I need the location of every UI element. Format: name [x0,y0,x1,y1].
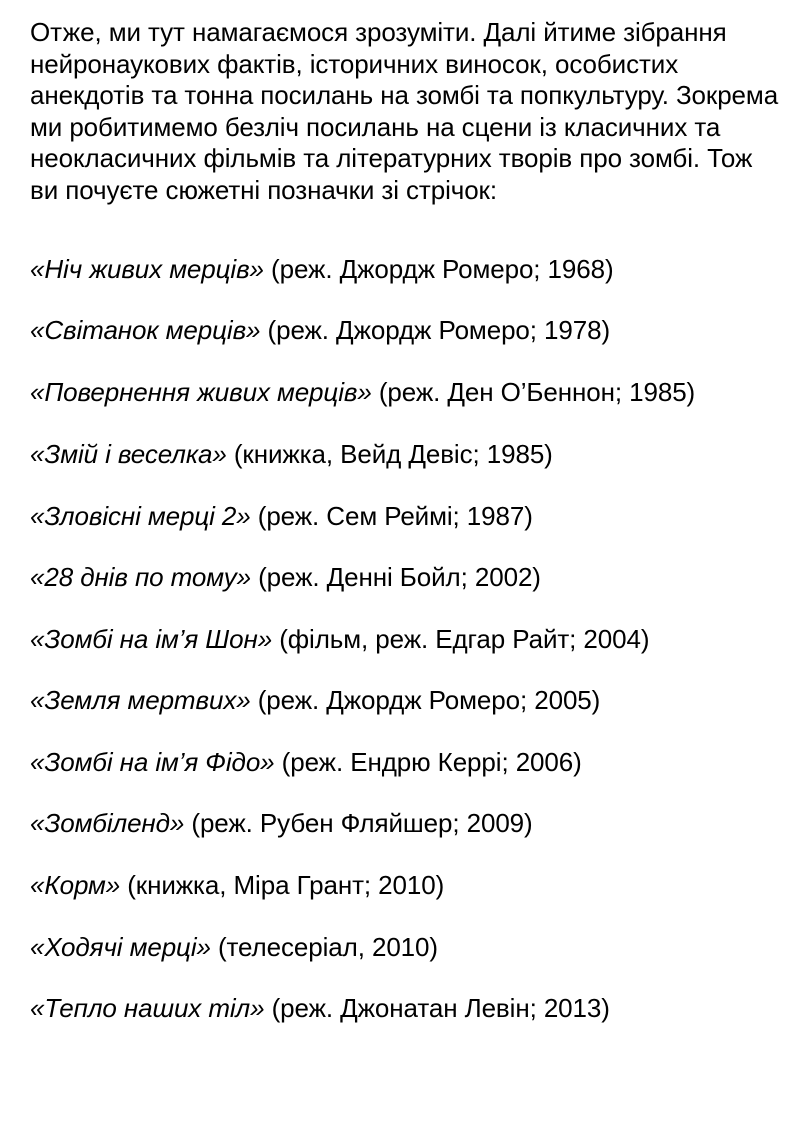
film-item [30,438,553,470]
document-page [30,17,780,1023]
film-item [30,869,444,901]
film-details: (реж. Джордж Ромеро; 2005) [257,685,601,715]
film-item [30,684,600,716]
film-title: «28 днів по тому» [30,562,251,592]
film-details: (реж. Джордж Ромеро; 1978) [267,315,611,345]
film-details: (телесеріал, 2010) [217,932,438,962]
film-title: «Корм» [30,870,121,900]
film-title: «Ніч живих мерців» [30,254,264,284]
film-item [30,376,695,408]
film-title: «Зомбі на ім’я Шон» [30,624,273,654]
film-details: (реж. Рубен Фляйшер; 2009) [191,808,533,838]
film-title: «Тепло наших тіл» [30,993,265,1023]
film-title: «Зомбі на ім’я Фідо» [30,747,275,777]
film-details: (реж. Денні Бойл; 2002) [258,562,541,592]
film-item [30,746,582,778]
film-item [30,931,438,963]
film-item [30,623,649,655]
intro-paragraph: Отже, ми тут намагаємося зрозуміти. Далі йтиме зібрання нейронаукових фактів, історичних виносок, особистих анекдотів та тонна посилань на зомбі та попкультуру. Зокрема ми робитимемо безліч посилань на сцени із класичних та неокласичних фільмів та літературних творів про зомбі. Тож ви почуєте сюжетні позначки зі стрічок: [30,17,779,205]
film-title: «Зловісні мерці 2» [30,501,251,531]
film-details: (реж. Джордж Ромеро; 1968) [271,254,614,284]
film-details: (реж. Ден О’Беннон; 1985) [378,377,696,407]
film-title: «Змій і веселка» [30,439,227,469]
film-item [30,992,610,1024]
film-details: (реж. Сем Реймі; 1987) [257,501,533,531]
film-title: «Ходячі мерці» [30,932,211,962]
film-details: (книжка, Міра Грант; 2010) [127,870,445,900]
film-item [30,500,533,532]
film-title: «Земля мертвих» [30,685,251,715]
film-title: «Зомбіленд» [30,808,185,838]
film-title: «Повернення живих мерців» [30,377,372,407]
film-title: «Світанок мерців» [30,315,261,345]
film-details: (книжка, Вейд Девіс; 1985) [233,439,553,469]
film-details: (фільм, реж. Едгар Райт; 2004) [279,624,650,654]
film-details: (реж. Джонатан Левін; 2013) [271,993,610,1023]
film-details: (реж. Ендрю Керрі; 2006) [281,747,582,777]
film-item [30,314,610,346]
film-item [30,807,533,839]
film-item [30,253,614,285]
film-item [30,561,541,593]
